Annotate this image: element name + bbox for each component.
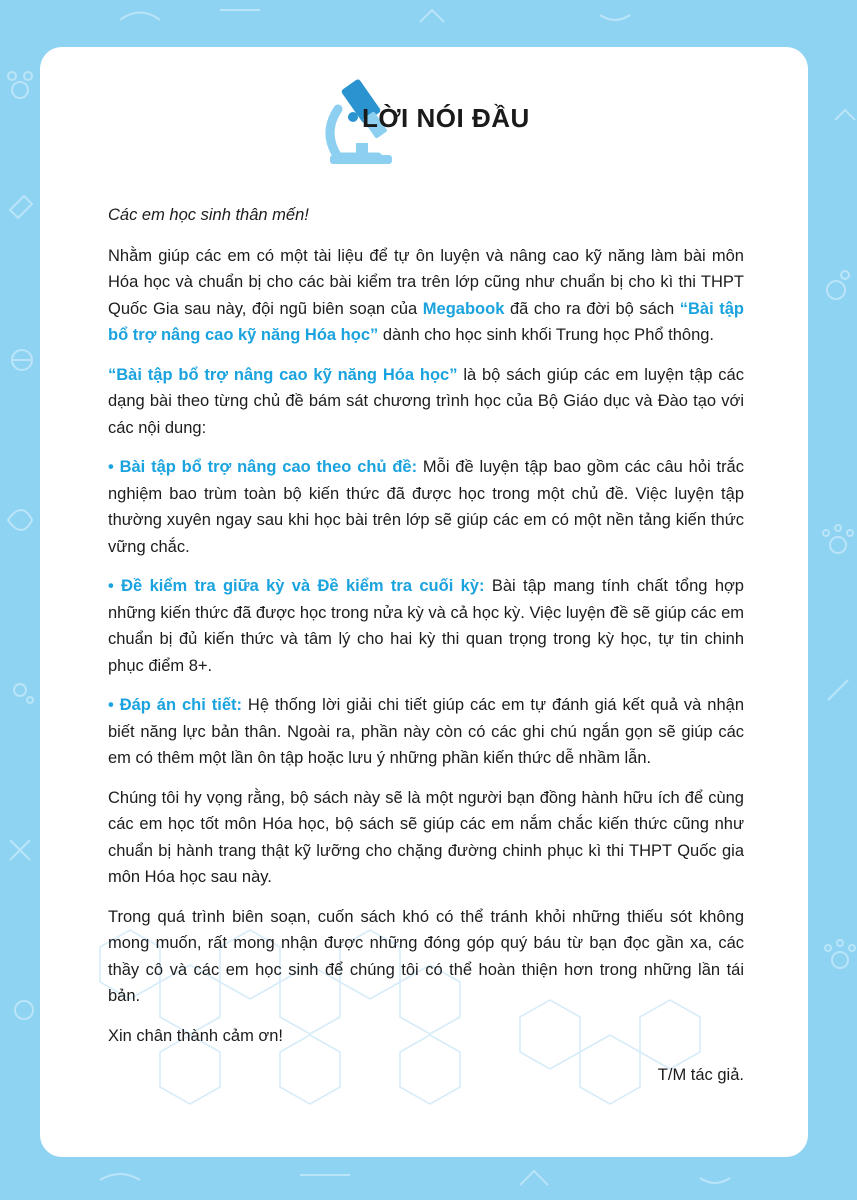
intro-paragraph: Nhằm giúp các em có một tài liệu để tự ôn luyện và nâng cao kỹ năng làm bài môn Hóa học và chuẩn bị cho các bài kiểm tra trên lớp cũng như chuẩn bị cho kì thi THPT Quốc Gia sau này, đội ngũ biên soạn của Megabook đã cho ra đời bộ sách “Bài tập bổ trợ nâng cao kỹ năng Hóa học” dành cho học sinh khối Trung học Phổ thông. [108,246,744,344]
thanks-line: Xin chân thành cảm ơn! [108,1026,284,1045]
page-title: LỜI NÓI ĐẦU [362,103,530,133]
description-paragraph: “Bài tập bổ trợ nâng cao kỹ năng Hóa học” là bộ sách giúp các em luyện tập các dạng bài theo từng chủ đề bám sát chương trình học của Bộ Giáo dục và Đào tạo với các nội dung: [108,365,744,437]
preface-page [40,47,808,1157]
book-title: “Bài tập bổ trợ nâng cao kỹ năng Hóa học” [108,299,744,344]
section-heading: • Đáp án chi tiết: [108,696,242,714]
preface-body [108,202,744,1102]
signature: T/M tác giả. [657,1066,744,1084]
brand-name: Megabook [422,299,505,318]
apology-paragraph: Trong quá trình biên soạn, cuốn sách khó có thể tránh khỏi những thiếu sót không mong muốn, rất mong nhận được những đóng góp quý báu từ bạn đọc gần xa, các thầy cô và các em học sinh để chúng tôi có thể hoàn thiện hơn trong những lần tái bản. [108,907,744,1005]
section-answers: • Đáp án chi tiết: Hệ thống lời giải chi tiết giúp các em tự đánh giá kết quả và nhận biết năng lực bản thân. Ngoài ra, phần này còn có các ghi chú ngắn gọn sẽ giúp các em có thêm một lần ôn tập hoặc lưu ý những phần kiến thức dễ nhầm lẫn. [108,696,744,767]
section-heading: • Đề kiểm tra giữa kỳ và Đề kiểm tra cuối kỳ: [108,577,485,595]
book-title: “Bài tập bổ trợ nâng cao kỹ năng Hóa học” [108,365,458,384]
section-heading: • Bài tập bổ trợ nâng cao theo chủ đề: [108,458,418,476]
section-topic-exercises: • Bài tập bổ trợ nâng cao theo chủ đề: Mỗi đề luyện tập bao gồm các câu hỏi trắc nghiệm bao trùm toàn bộ kiến thức đã được học trong một chủ đề. Việc luyện tập thường xuyên ngay sau khi học bài trên lớp sẽ giúp các em có một nền tảng kiến thức vững chắc. [108,458,744,556]
hope-paragraph: Chúng tôi hy vọng rằng, bộ sách này sẽ là một người bạn đồng hành hữu ích để cùng các em học tốt môn Hóa học, bộ sách sẽ giúp các em nắm chắc kiến thức cũng như chuẩn bị hành trang thật kỹ lưỡng cho chặng đường chinh phục kì thi THPT Quốc gia môn Hóa học sau này. [108,788,744,886]
section-exams: • Đề kiểm tra giữa kỳ và Đề kiểm tra cuối kỳ: Bài tập mang tính chất tổng hợp những kiến thức đã được học trong nửa kỳ và cả học kỳ. Việc luyện đề sẽ giúp các em chuẩn bị đủ kiến thức và tâm lý cho hai kỳ thi quan trọng trong kỳ học, tự tin chinh phục điểm 8+. [108,577,744,675]
greeting: Các em học sinh thân mến! [108,206,309,224]
